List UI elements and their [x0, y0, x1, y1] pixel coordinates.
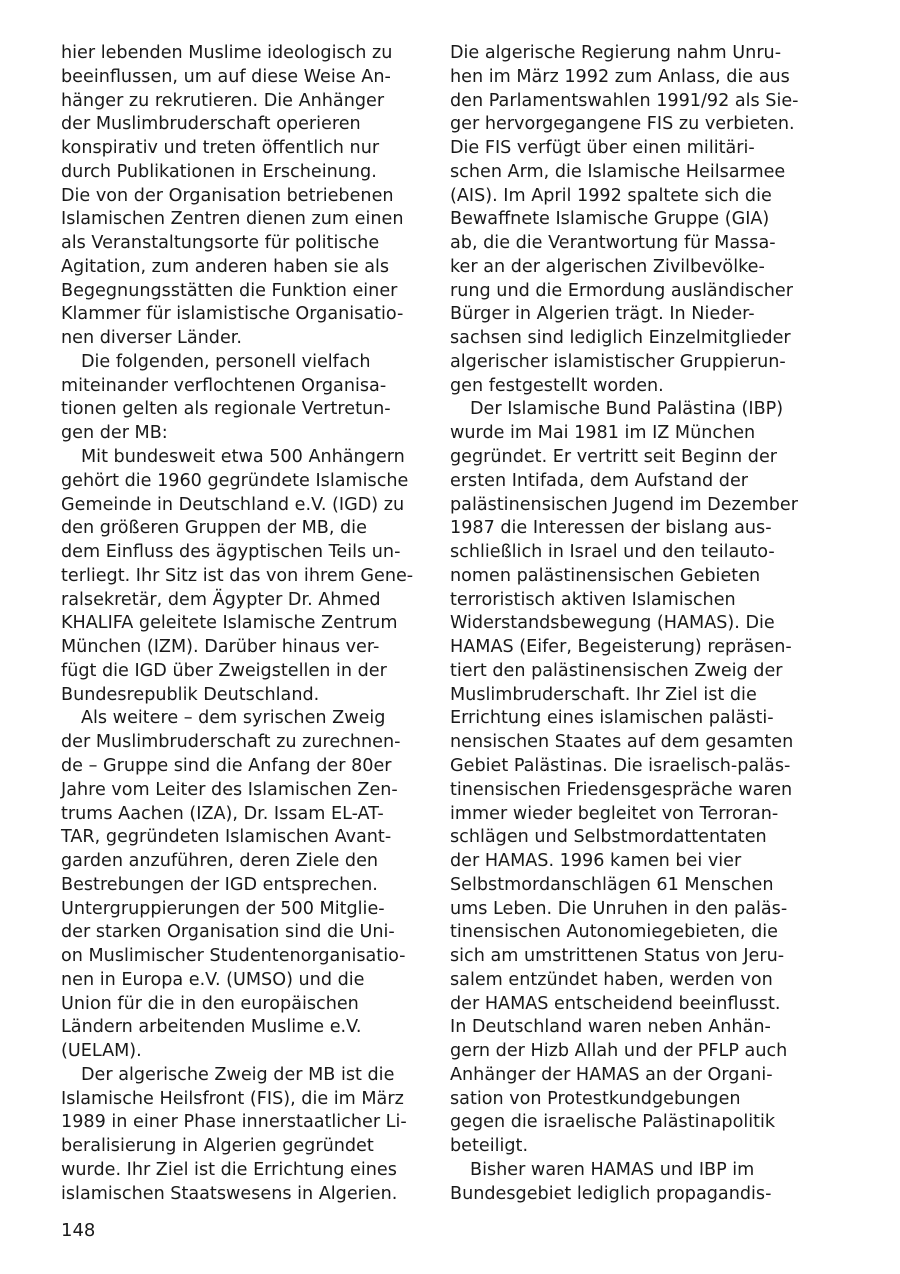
text-line: Klammer für islamistische Organisatio- [61, 304, 404, 325]
left-text-column [61, 42, 415, 1207]
text-line: Widerstandsbewegung (HAMAS). Die [450, 613, 775, 634]
text-line: algerischer islamistischer Gruppierun- [450, 351, 786, 372]
text-line: KHALIFA geleitete Islamische Zentrum [61, 613, 398, 634]
text-line: Islamischen Zentren dienen zum einen [61, 209, 404, 230]
text-line: garden anzuführen, deren Ziele den [61, 851, 379, 872]
text-line: immer wieder begleitet von Terroran- [450, 803, 779, 824]
text-line: Als weitere – dem syrischen Zweig [81, 708, 386, 729]
text-line: beteiligt. [450, 1136, 529, 1157]
text-line: München (IZM). Darüber hinaus ver- [61, 637, 380, 658]
text-line: trums Aachen (IZA), Dr. Issam EL-AT- [61, 803, 384, 824]
text-line: Gemeinde in Deutschland e.V. (IGD) zu [61, 494, 405, 515]
text-line: der HAMAS. 1996 kamen bei vier [450, 851, 742, 872]
text-line: Bundesrepublik Deutschland. [61, 684, 320, 705]
text-line: Muslimbruderschaft. Ihr Ziel ist die [450, 684, 757, 705]
text-line: der Muslimbruderschaft operieren [61, 114, 361, 135]
text-line: salem entzündet haben, werden von [450, 969, 773, 990]
text-line: terroristisch aktiven Islamischen [450, 589, 736, 610]
text-line: Mit bundesweit etwa 500 Anhängern [81, 447, 405, 468]
text-line: sachsen sind lediglich Einzelmitglieder [450, 328, 791, 349]
text-line: ralsekretär, dem Ägypter Dr. Ahmed [61, 589, 381, 610]
text-line: hen im März 1992 zum Anlass, die aus [450, 66, 790, 87]
text-line: Bürger in Algerien trägt. In Nieder- [450, 304, 755, 325]
text-line: der Muslimbruderschaft zu zurechnen- [61, 732, 401, 753]
text-line: on Muslimischer Studentenorganisatio- [61, 946, 406, 967]
text-line: Die algerische Regierung nahm Unru- [450, 43, 782, 63]
text-line: Errichtung eines islamischen palästi- [450, 708, 774, 729]
text-line: nen diverser Länder. [61, 328, 242, 349]
text-line: hier lebenden Muslime ideologisch zu [61, 43, 393, 63]
text-line: Begegnungsstätten die Funktion einer [61, 280, 398, 301]
text-line: gegen die israelische Palästinapolitik [450, 1112, 776, 1133]
text-line: Bundesgebiet lediglich propagandis- [450, 1183, 772, 1204]
text-line: Union für die in den europäischen [61, 993, 359, 1014]
text-line: dem Einfluss des ägyptischen Teils un- [61, 542, 401, 563]
text-line: tiert den palästinensischen Zweig der [450, 660, 783, 681]
text-line: durch Publikationen in Erscheinung. [61, 161, 377, 182]
text-line: rung und die Ermordung ausländischer [450, 280, 793, 301]
text-line: TAR, gegründeten Islamischen Avant- [61, 827, 392, 848]
text-line: beeinflussen, um auf diese Weise An- [61, 66, 391, 87]
text-line: nen in Europa e.V. (UMSO) und die [61, 969, 365, 990]
text-line: HAMAS (Eifer, Begeisterung) repräsen- [450, 637, 792, 658]
text-line: schließlich in Israel und den teilauto- [450, 542, 775, 563]
text-line: tionen gelten als regionale Vertretun- [61, 399, 391, 420]
text-line: Die von der Organisation betriebenen [61, 185, 394, 206]
text-line: nensischen Staates auf dem gesamten [450, 732, 794, 753]
text-line: schen Arm, die Islamische Heilsarmee [450, 161, 786, 182]
text-line: nomen palästinensischen Gebieten [450, 565, 761, 586]
text-line: de – Gruppe sind die Anfang der 80er [61, 755, 392, 776]
text-line: 1987 die Interessen der bislang aus- [450, 518, 772, 539]
text-line: tinensischen Autonomiegebieten, die [450, 922, 778, 943]
text-line: fügt die IGD über Zweigstellen in der [61, 660, 387, 681]
text-line: sich am umstrittenen Status von Jeru- [450, 946, 785, 967]
text-line: palästinensischen Jugend im Dezember [450, 494, 798, 515]
text-line: gen der MB: [61, 423, 168, 444]
text-line: der starken Organisation sind die Uni- [61, 922, 395, 943]
text-line: ger hervorgegangene FIS zu verbieten. [450, 114, 795, 135]
text-line: Der algerische Zweig der MB ist die [81, 1064, 395, 1085]
text-line: tinensischen Friedensgespräche waren [450, 779, 793, 800]
text-line: wurde. Ihr Ziel ist die Errichtung eines [61, 1159, 397, 1180]
text-line: Jahre vom Leiter des Islamischen Zen- [61, 779, 398, 800]
text-line: (AIS). Im April 1992 spaltete sich die [450, 185, 772, 206]
text-line: Bisher waren HAMAS und IBP im [470, 1159, 755, 1180]
text-line: gen festgestellt worden. [450, 375, 664, 396]
text-line: Die folgenden, personell vielfach [81, 351, 371, 372]
text-line: schlägen und Selbstmordattentaten [450, 827, 767, 848]
text-line: Gebiet Palästinas. Die israelisch-paläs- [450, 755, 791, 776]
text-line: Bewaffnete Islamische Gruppe (GIA) [450, 209, 770, 230]
text-line: miteinander verflochtenen Organisa- [61, 375, 387, 396]
text-line: Der Islamische Bund Palästina (IBP) [470, 399, 784, 420]
text-line: terliegt. Ihr Sitz ist das von ihrem Gene- [61, 565, 414, 586]
text-line: als Veranstaltungsorte für politische [61, 233, 380, 254]
text-line: sation von Protestkundgebungen [450, 1088, 741, 1109]
text-line: gegründet. Er vertritt seit Beginn der [450, 447, 778, 468]
text-line: Bestrebungen der IGD entsprechen. [61, 874, 378, 895]
text-line: Untergruppierungen der 500 Mitglie- [61, 898, 385, 919]
text-line: konspirativ und treten öffentlich nur [61, 138, 380, 159]
text-line: ker an der algerischen Zivilbevölke- [450, 256, 765, 277]
text-line: In Deutschland waren neben Anhän- [450, 1017, 771, 1038]
text-line: Ländern arbeitenden Muslime e.V. [61, 1017, 362, 1038]
text-line: Selbstmordanschlägen 61 Menschen [450, 874, 774, 895]
text-line: gehört die 1960 gegründete Islamische [61, 470, 409, 491]
text-line: der HAMAS entscheidend beeinflusst. [450, 993, 781, 1014]
text-line: den Parlamentswahlen 1991/92 als Sie- [450, 90, 799, 111]
text-line: gern der Hizb Allah und der PFLP auch [450, 1041, 788, 1062]
text-line: den größeren Gruppen der MB, die [61, 518, 367, 539]
text-line: 1989 in einer Phase innerstaatlicher Li- [61, 1112, 407, 1133]
text-line: hänger zu rekrutieren. Die Anhänger [61, 90, 385, 111]
text-line: ab, die die Verantwortung für Massa- [450, 233, 776, 254]
text-line: ums Leben. Die Unruhen in den paläs- [450, 898, 788, 919]
text-line: Anhänger der HAMAS an der Organi- [450, 1064, 773, 1085]
text-line: (UELAM). [61, 1041, 142, 1062]
right-text-column [450, 42, 804, 1207]
text-line: Agitation, zum anderen haben sie als [61, 256, 390, 277]
text-line: Islamische Heilsfront (FIS), die im März [61, 1088, 404, 1109]
text-line: wurde im Mai 1981 im IZ München [450, 423, 756, 444]
text-line: ersten Intifada, dem Aufstand der [450, 470, 749, 491]
text-line: islamischen Staatswesens in Algerien. [61, 1183, 398, 1204]
text-line: Die FIS verfügt über einen militäri- [450, 138, 755, 159]
text-line: beralisierung in Algerien gegründet [61, 1136, 374, 1157]
page-number: 148 [61, 1220, 96, 1241]
